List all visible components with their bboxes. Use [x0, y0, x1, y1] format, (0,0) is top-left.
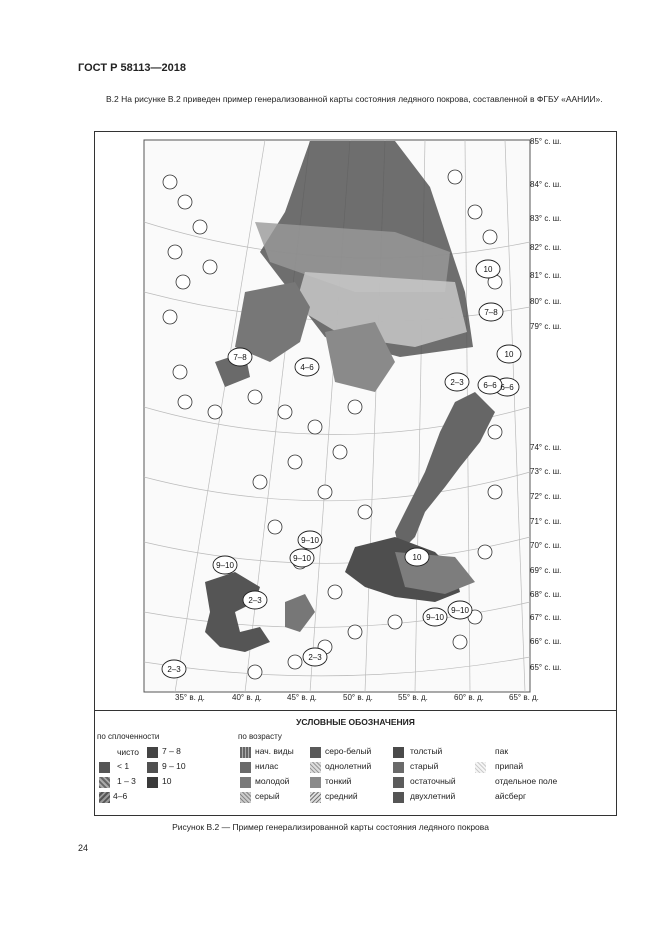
map-legend	[95, 710, 616, 817]
legend-conc-label: 9 – 10	[162, 761, 186, 771]
ice-label: 9–10	[301, 536, 319, 545]
ice-label: 7–8	[233, 353, 247, 362]
ice-label: 2–3	[167, 665, 181, 674]
legend-swatch	[310, 777, 321, 788]
legend-swatch	[310, 792, 321, 803]
legend-swatch	[393, 777, 404, 788]
lon-label: 35° в. д.	[175, 693, 205, 702]
lat-label: 73° с. ш.	[530, 467, 562, 476]
lon-label: 50° в. д.	[343, 693, 373, 702]
legend-conc-label: чисто	[117, 747, 139, 757]
legend-age-label: толстый	[410, 746, 443, 756]
legend-swatch	[240, 777, 251, 788]
ice-label: 9–10	[451, 606, 469, 615]
standard-header: ГОСТ Р 58113—2018	[78, 62, 186, 74]
lat-label: 68° с. ш.	[530, 590, 562, 599]
legend-swatch	[393, 762, 404, 773]
legend-swatch	[147, 747, 158, 758]
legend-swatch	[99, 777, 110, 788]
lat-label: 84° с. ш.	[530, 180, 562, 189]
legend-conc-label: 4–6	[113, 791, 128, 801]
ice-label: 6–6	[500, 383, 514, 392]
legend-conc-label: 7 – 8	[162, 746, 181, 756]
lat-label: 74° с. ш.	[530, 443, 562, 452]
legend-swatch	[393, 747, 404, 758]
legend-form-label: припай	[495, 761, 524, 771]
legend-age-label: однолетний	[325, 761, 372, 771]
ice-label: 10	[412, 553, 422, 562]
legend-age-label: нач. виды	[255, 746, 294, 756]
legend-swatch	[240, 792, 251, 803]
lat-label: 69° с. ш.	[530, 566, 562, 575]
lon-label: 65° в. д.	[509, 693, 539, 702]
figure-caption: Рисунок В.2 — Пример генерализированной карты состояния ледяного покрова	[172, 822, 489, 832]
lat-label: 65° с. ш.	[530, 663, 562, 672]
lat-label: 66° с. ш.	[530, 637, 562, 646]
ice-label: 10	[483, 265, 493, 274]
legend-swatch	[240, 747, 251, 758]
legend-form-label: отдельное поле	[495, 776, 558, 786]
legend-age-label: нилас	[255, 761, 279, 771]
legend-age-label: тонкий	[325, 776, 352, 786]
legend-age-label: остаточный	[410, 776, 456, 786]
legend-form-label: пак	[495, 746, 509, 756]
legend-concentration-heading: по сплоченности	[97, 732, 160, 741]
ice-label: 2–3	[308, 653, 322, 662]
lat-label: 80° с. ш.	[530, 297, 562, 306]
legend-swatch	[240, 762, 251, 773]
ice-label: 7–8	[484, 308, 498, 317]
legend-conc-label: 1 – 3	[117, 776, 136, 786]
legend-swatch	[393, 792, 404, 803]
legend-swatch	[310, 762, 321, 773]
lat-label: 83° с. ш.	[530, 214, 562, 223]
legend-conc-label: < 1	[117, 761, 130, 771]
legend-swatch	[99, 762, 110, 773]
lon-label: 60° в. д.	[454, 693, 484, 702]
lat-label: 79° с. ш.	[530, 322, 562, 331]
lat-label: 82° с. ш.	[530, 243, 562, 252]
legend-age-label: молодой	[255, 776, 290, 786]
lat-label: 67° с. ш.	[530, 613, 562, 622]
lat-label: 85° с. ш.	[530, 137, 562, 146]
ice-label: 9–10	[426, 613, 444, 622]
lon-label: 55° в. д.	[398, 693, 428, 702]
legend-age-label: двухлетний	[410, 791, 456, 801]
legend-age-heading: по возрасту	[238, 732, 282, 741]
ice-label: 2–3	[248, 596, 262, 605]
legend-swatch	[147, 762, 158, 773]
legend-title: УСЛОВНЫЕ ОБОЗНАЧЕНИЯ	[296, 717, 415, 727]
lon-label: 40° в. д.	[232, 693, 262, 702]
legend-age-label: средний	[325, 791, 358, 801]
legend-swatch	[310, 747, 321, 758]
ice-label: 4–6	[300, 363, 314, 372]
lon-label: 45° в. д.	[287, 693, 317, 702]
ice-label: 10	[504, 350, 514, 359]
legend-swatch	[99, 792, 110, 803]
ice-label: 2–3	[450, 378, 464, 387]
legend-swatch	[147, 777, 158, 788]
legend-age-label: серый	[255, 791, 280, 801]
intro-paragraph: В.2 На рисунке В.2 приведен пример генерализованной карты состояния ледяного покрова, составленной в ФГБУ «ААНИИ».	[106, 94, 603, 104]
lat-label: 72° с. ш.	[530, 492, 562, 501]
lat-label: 81° с. ш.	[530, 271, 562, 280]
legend-age-label: старый	[410, 761, 439, 771]
figure-frame	[94, 131, 617, 816]
legend-conc-label: 10	[162, 776, 172, 786]
page-number: 24	[78, 843, 89, 853]
lat-label: 71° с. ш.	[530, 517, 562, 526]
ice-label: 9–10	[216, 561, 234, 570]
legend-age-label: серо-белый	[325, 746, 372, 756]
legend-form-label: айсберг	[495, 791, 527, 801]
lat-label: 70° с. ш.	[530, 541, 562, 550]
ice-label: 6–6	[483, 381, 497, 390]
ice-label: 9–10	[293, 554, 311, 563]
fast-ice-swatch	[475, 762, 486, 773]
